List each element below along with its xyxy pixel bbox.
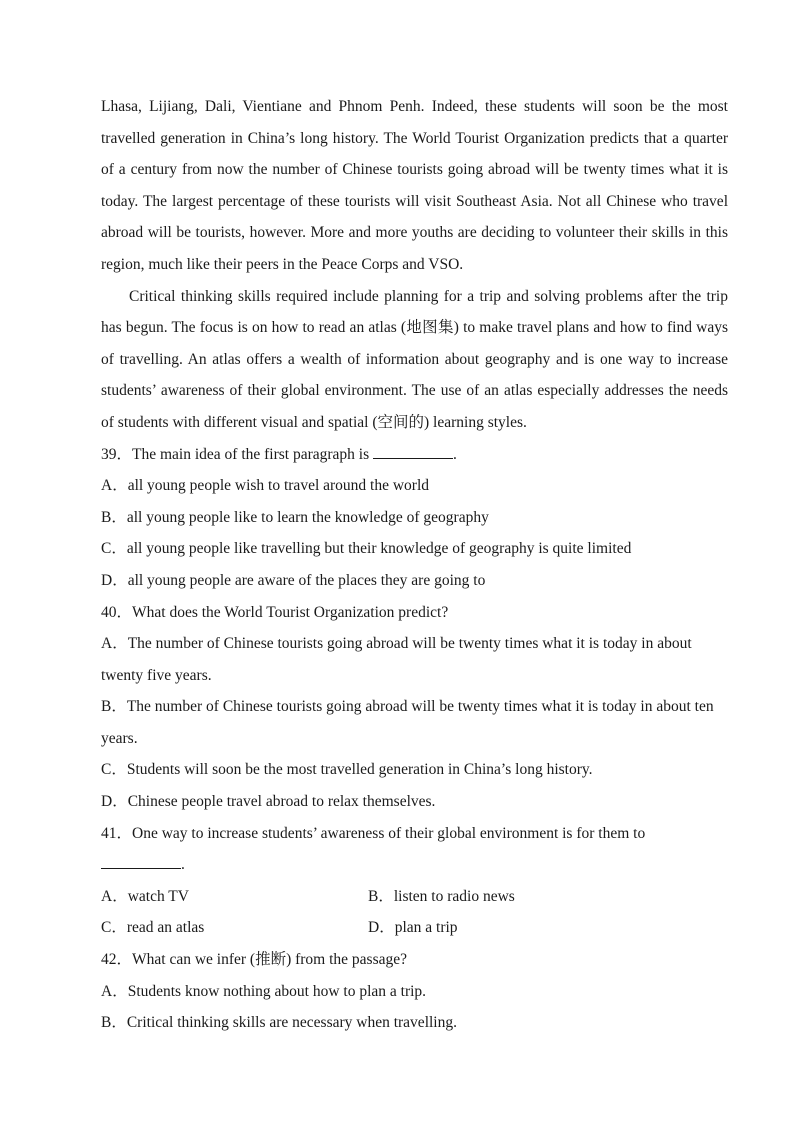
question-41 bbox=[101, 818, 728, 944]
passage-paragraph-1: Lhasa, Lijiang, Dali, Vientiane and Phnom Penh. Indeed, these students will soon be the most travelled generation in China’s long history. The World Tourist Organization predicts that a quarter of a century from now the number of Chinese tourists going abroad will be twenty times what it is today. The largest percentage of these tourists will visit Southeast Asia. Not all Chinese who travel abroad will be tourists, however. More and more youths are deciding to volunteer their skills in this region, much like their peers in the Peace Corps and VSO. bbox=[101, 98, 728, 273]
answer-blank bbox=[101, 850, 181, 869]
question-40-option-d: D．Chinese people travel abroad to relax themselves. bbox=[101, 793, 436, 811]
question-42-option-a: A．Students know nothing about how to plan a trip. bbox=[101, 982, 427, 1000]
question-40-option-a: A．The number of Chinese tourists going abroad will be twenty times what it is today in about twenty five years. bbox=[101, 635, 692, 684]
question-41-option-a: A．watch TV bbox=[101, 887, 189, 905]
question-40-option-b: B．The number of Chinese tourists going abroad will be twenty times what it is today in about ten years. bbox=[101, 698, 714, 747]
question-40-option-c: C．Students will soon be the most travelled generation in China’s long history. bbox=[101, 761, 593, 779]
question-39-stem bbox=[101, 439, 728, 471]
question-41-option-b: B．listen to radio news bbox=[368, 887, 515, 905]
question-41-blank-line bbox=[101, 849, 728, 881]
question-39-stem-end: . bbox=[453, 445, 457, 463]
answer-blank bbox=[373, 440, 453, 459]
passage-paragraph-2: Critical thinking skills required include planning for a trip and solving problems after the trip has begun. The focus is on how to read an atlas (地图集) to make travel plans and how to find ways of travelling. An atlas offers a wealth of information about geography and is one way to increase students’ awareness of their global environment. The use of an atlas especially addresses the needs of students with different visual and spatial (空间的) learning styles. bbox=[101, 287, 728, 431]
question-42-stem: 42．What can we infer (推断) from the passage? bbox=[101, 951, 408, 969]
question-40 bbox=[101, 597, 728, 818]
question-42-option-b: B．Critical thinking skills are necessary when travelling. bbox=[101, 1014, 457, 1032]
question-41-option-c: C．read an atlas bbox=[101, 919, 205, 937]
question-39-option-d: D．all young people are aware of the places they are going to bbox=[101, 571, 486, 589]
question-39 bbox=[101, 439, 728, 597]
question-41-options-row-2 bbox=[101, 912, 728, 944]
question-40-stem: 40．What does the World Tourist Organization predict? bbox=[101, 603, 449, 621]
question-41-option-d: D．plan a trip bbox=[368, 919, 458, 937]
question-39-option-a: A．all young people wish to travel around the world bbox=[101, 477, 430, 495]
question-39-option-b: B．all young people like to learn the knowledge of geography bbox=[101, 508, 489, 526]
question-41-stem: 41．One way to increase students’ awareness of their global environment is for them to bbox=[101, 824, 646, 842]
question-39-stem-text: 39．The main idea of the first paragraph is bbox=[101, 445, 374, 463]
question-41-options-row-1 bbox=[101, 881, 728, 913]
question-41-stem-end: . bbox=[181, 856, 185, 874]
question-39-option-c: C．all young people like travelling but their knowledge of geography is quite limited bbox=[101, 540, 632, 558]
document-page bbox=[101, 91, 728, 1039]
question-42 bbox=[101, 944, 728, 1039]
